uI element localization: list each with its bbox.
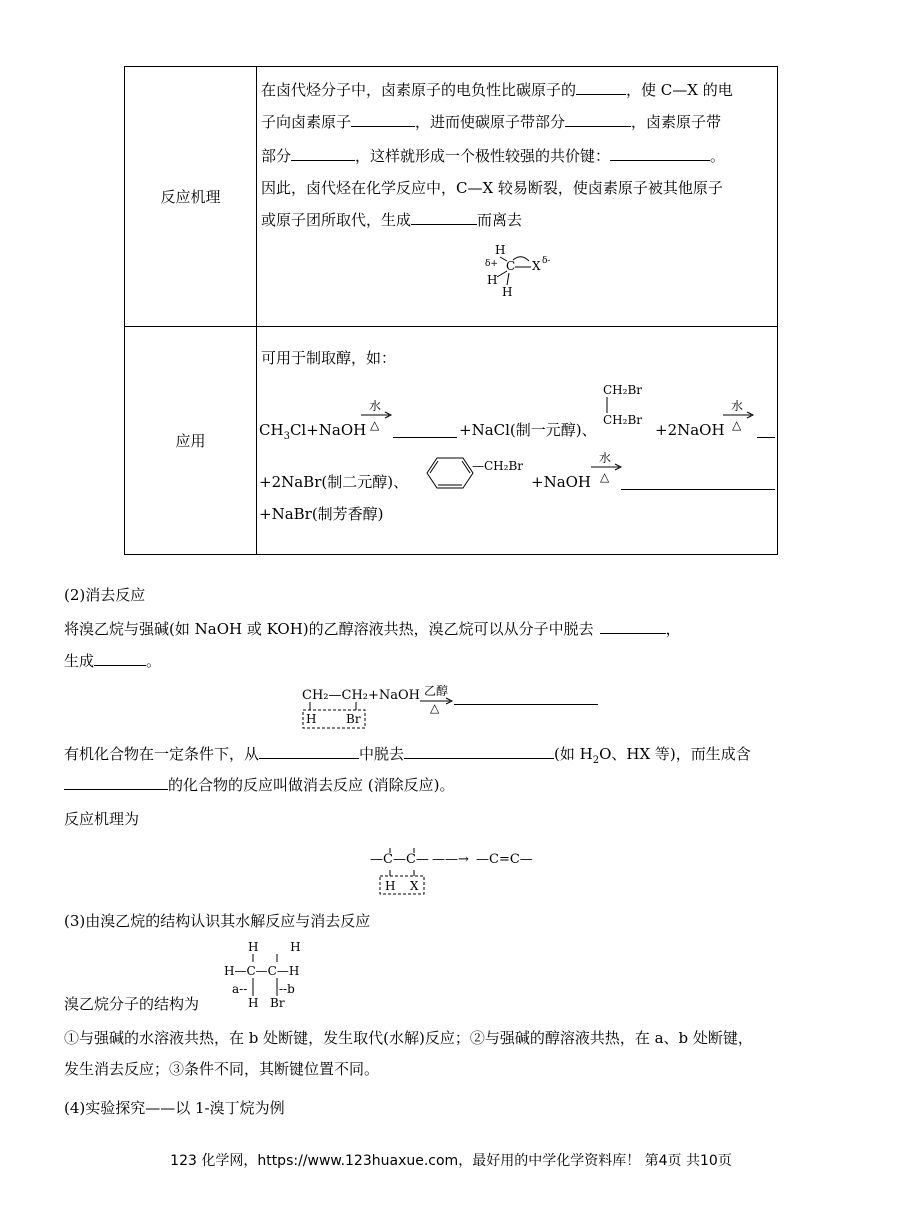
mech-line-1: 在卤代烃分子中，卤素原子的电负性比碳原子的 ，使 C—X 的电: [261, 81, 733, 99]
mech-arrow: ——→: [432, 852, 469, 867]
benzyl-bromide-structure: [415, 455, 525, 491]
struct-c: C: [506, 259, 516, 273]
elim-eq-under: △: [430, 701, 440, 715]
eq3-arrow: [591, 449, 623, 489]
eq2-arrow: [723, 397, 755, 437]
eq3-blank: [621, 475, 775, 490]
struct-bottom-br: Br: [270, 996, 285, 1010]
mech-h: H: [385, 879, 396, 893]
elim-eq-blank: [454, 690, 598, 705]
page-footer: 123 化学网，https://www.123huaxue.com，最好用的中学化学资料库！ 第4页 共10页: [170, 1153, 732, 1169]
eq3-over: 水: [599, 451, 612, 465]
eq2-over: 水: [731, 399, 744, 413]
dibromide-top: CH₂Br: [603, 383, 643, 397]
eq2-tail: +2NaBr(制二元醇)、: [259, 473, 409, 491]
elim-eq-h: H: [306, 712, 317, 726]
benzyl-group: —CH₂Br: [472, 459, 524, 473]
structure-label: 溴乙烷分子的结构为: [64, 995, 200, 1013]
eq1-blank: [393, 423, 457, 438]
mechanism-cell: [257, 67, 778, 327]
eq1-right: +NaCl(制一元醇)、: [459, 421, 597, 439]
eq2-plus: +2NaOH: [655, 421, 725, 439]
struct-mid: H—C—C—H: [224, 964, 300, 978]
mech-line-3: 部分 ，这样就形成一个极性较强的共价键： 。: [261, 147, 726, 165]
dibromide-bond: [603, 395, 613, 415]
elim-eq-br: Br: [346, 712, 361, 726]
struct-h-top: H: [495, 243, 506, 257]
struct-bottom-h: H: [248, 996, 259, 1010]
eq1-over: 水: [369, 399, 382, 413]
bromoethane-structure: [222, 940, 312, 1012]
mech-left: —C—C—: [370, 852, 429, 867]
dibromide-structure: [603, 383, 663, 433]
struct-delta-minus: δ-: [542, 256, 551, 266]
eq1-left: $CH_3Cl+NaOH$: [259, 421, 367, 442]
bond-lines: [485, 243, 555, 303]
mech-x: X: [410, 879, 419, 893]
section4-title: (4)实验探究——以 1-溴丁烷为例: [64, 1099, 285, 1117]
mech-line-5: 或原子团所取代，生成 而离去: [261, 211, 523, 229]
struct-b: --b: [279, 982, 295, 996]
eq2-under: △: [732, 418, 742, 432]
row-label-mechanism: 反应机理: [125, 67, 257, 327]
row-label-application: 应用: [125, 327, 257, 555]
eq1-arrow: [361, 397, 393, 437]
mech-line-2: 子向卤素原子 ，进而使碳原子带部分 ，卤素原子带: [261, 113, 722, 131]
section2-line2: 生成 。: [64, 652, 162, 670]
polar-bond-structure: [485, 243, 555, 303]
mech-line-4: 因此，卤代烃在化学反应中，C—X 较易断裂，使卤素原子被其他原子: [261, 179, 723, 197]
application-cell: [257, 327, 778, 555]
section3-text1: ①与强碱的水溶液共热，在 b 处断键，发生取代(水解)反应；②与强碱的醇溶液共热，在 a、b 处断键，: [64, 1029, 753, 1047]
section2-line1: 将溴乙烷与强碱(如 NaOH 或 KOH)的乙醇溶液共热，溴乙烷可以从分子中脱去 ，: [64, 620, 681, 638]
app-intro: 可用于制取醇，如：: [261, 349, 397, 367]
eq3-under: △: [600, 470, 610, 484]
struct-h-bottom: H: [502, 285, 513, 299]
section3-title: (3)由溴乙烷的结构认识其水解反应与消去反应: [64, 912, 371, 930]
eq1-under: △: [370, 418, 380, 432]
definition-line2: 的化合物的反应叫做消去反应 (消除反应)。: [64, 774, 454, 796]
mechanism-label: 反应机理为: [64, 810, 140, 828]
definition-line1: 有机化合物在一定条件下，从 中脱去 (如 $H_2O$、HX 等)，而生成含: [64, 745, 751, 766]
elimination-mechanism: [370, 848, 540, 898]
struct-delta-plus: δ+: [485, 259, 498, 269]
struct-a: a--: [232, 982, 248, 996]
eq2-blank: [757, 423, 775, 438]
elim-eq-over: 乙醇: [424, 684, 449, 698]
dibromide-bottom: CH₂Br: [603, 413, 643, 427]
elim-eq-left: CH₂—CH₂+NaOH: [302, 688, 421, 703]
struct-top-h: H H: [248, 940, 301, 954]
mech-right: —C=C—: [476, 852, 533, 867]
elimination-equation: [302, 684, 602, 732]
struct-h-left: H: [487, 273, 498, 287]
reaction-table: [124, 66, 778, 555]
struct-x: X: [532, 259, 541, 273]
section2-title: (2)消去反应: [64, 586, 146, 604]
section3-text2: 发生消去反应；③条件不同，其断键位置不同。: [64, 1060, 380, 1078]
mech-bonds: [370, 848, 430, 896]
eq3-tail: +NaBr(制芳香醇): [259, 505, 384, 523]
eq3-plus: +NaOH: [531, 473, 592, 491]
